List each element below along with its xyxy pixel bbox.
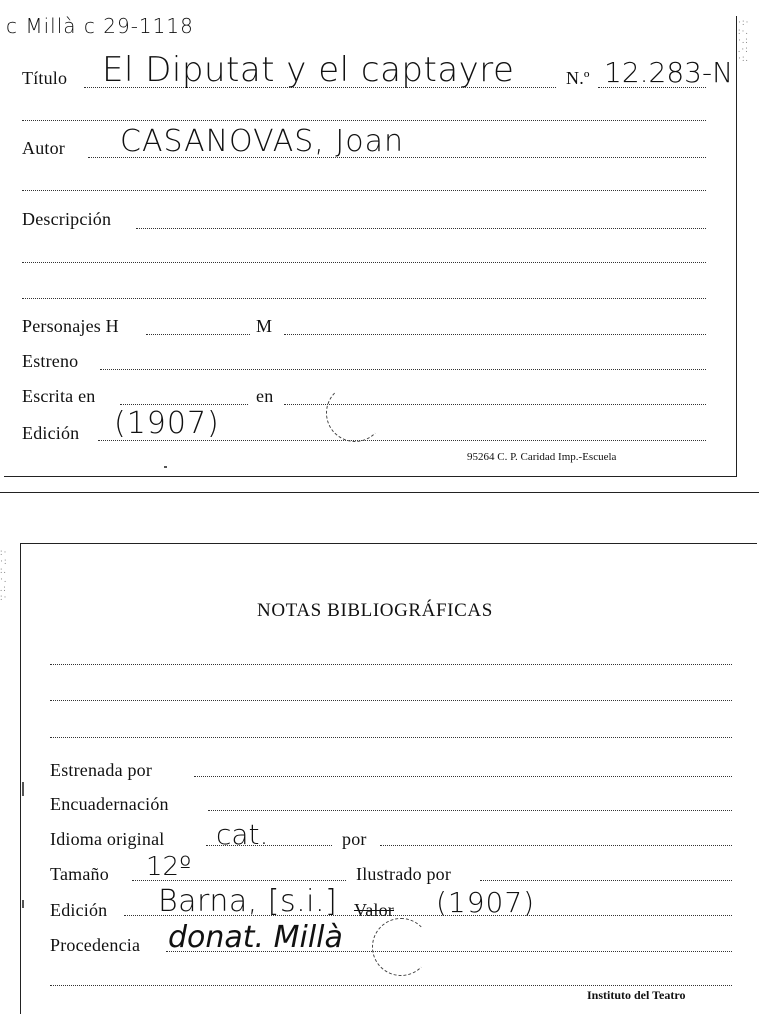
descripcion-line-3 xyxy=(22,298,706,299)
idioma-por-line xyxy=(380,845,732,846)
encuadernacion-label: Encuadernación xyxy=(50,794,169,814)
front-printer-imprint: 95264 C. P. Caridad Imp.-Escuela xyxy=(467,451,617,463)
edicion-value: (1907) xyxy=(114,406,220,441)
autor-value: CASANOVAS, Joan xyxy=(120,124,404,159)
notas-line-1 xyxy=(50,664,732,665)
scan-noise-left: :· ·: :. ·. .: :· xyxy=(0,547,8,602)
margin-mark-2 xyxy=(22,900,24,908)
margin-mark xyxy=(22,782,24,796)
numero-value: 12.283-N xyxy=(604,56,734,89)
procedencia-value: donat. Millà xyxy=(168,920,343,955)
notas-line-2 xyxy=(50,700,732,701)
descripcion-label: Descripción xyxy=(22,209,112,229)
estreno-line xyxy=(100,369,706,370)
escrita-label: Escrita en xyxy=(22,386,96,406)
ilustrado-line xyxy=(480,880,732,881)
catalog-note: c Millà c 29-1118 xyxy=(6,14,194,38)
personajes-label: Personajes H xyxy=(22,316,119,336)
back-edicion-value: Barna, [s.i.] xyxy=(158,884,338,919)
front-stamp-mark xyxy=(326,384,384,442)
institution-imprint: Instituto del Teatro xyxy=(587,988,686,1002)
descripcion-line xyxy=(136,228,706,229)
titulo-value: El Diputat y el captayre xyxy=(102,50,515,90)
escrita-en-label: en xyxy=(256,386,274,406)
notas-heading: NOTAS BIBLIOGRÁFICAS xyxy=(257,600,493,621)
estrenada-label: Estrenada por xyxy=(50,760,153,780)
valor-value: (1907) xyxy=(436,886,536,919)
personajes-h-line xyxy=(146,334,250,335)
ilustrado-label: Ilustrado por xyxy=(356,864,452,884)
personajes-m-label: M xyxy=(256,316,273,336)
titulo-label: Título xyxy=(22,68,68,88)
estrenada-line xyxy=(194,776,732,777)
notas-line-3 xyxy=(50,737,732,738)
idioma-label: Idioma original xyxy=(50,829,165,849)
descripcion-line-2 xyxy=(22,262,706,263)
back-final-line xyxy=(50,985,732,986)
valor-label: Valor xyxy=(354,900,394,920)
numero-label: N.º xyxy=(566,68,590,88)
back-stamp-mark xyxy=(372,918,430,976)
autor-line-2 xyxy=(22,190,706,191)
speck xyxy=(164,466,167,468)
back-edicion-label: Edición xyxy=(50,900,108,920)
estreno-label: Estreno xyxy=(22,351,79,371)
encuadernacion-line xyxy=(208,810,732,811)
procedencia-label: Procedencia xyxy=(50,935,141,955)
escrita-line xyxy=(120,404,248,405)
edicion-label: Edición xyxy=(22,423,80,443)
idioma-value: cat. xyxy=(216,818,269,851)
idioma-por-label: por xyxy=(342,829,367,849)
tamano-label: Tamaño xyxy=(50,864,109,884)
personajes-m-line xyxy=(284,334,706,335)
tamano-value: 12º xyxy=(146,852,192,882)
titulo-line-2 xyxy=(22,120,706,121)
scan-noise-top: ·:· :·. ·.: .·: ·:. xyxy=(738,17,750,63)
autor-label: Autor xyxy=(22,138,65,158)
card-separator xyxy=(0,492,759,493)
